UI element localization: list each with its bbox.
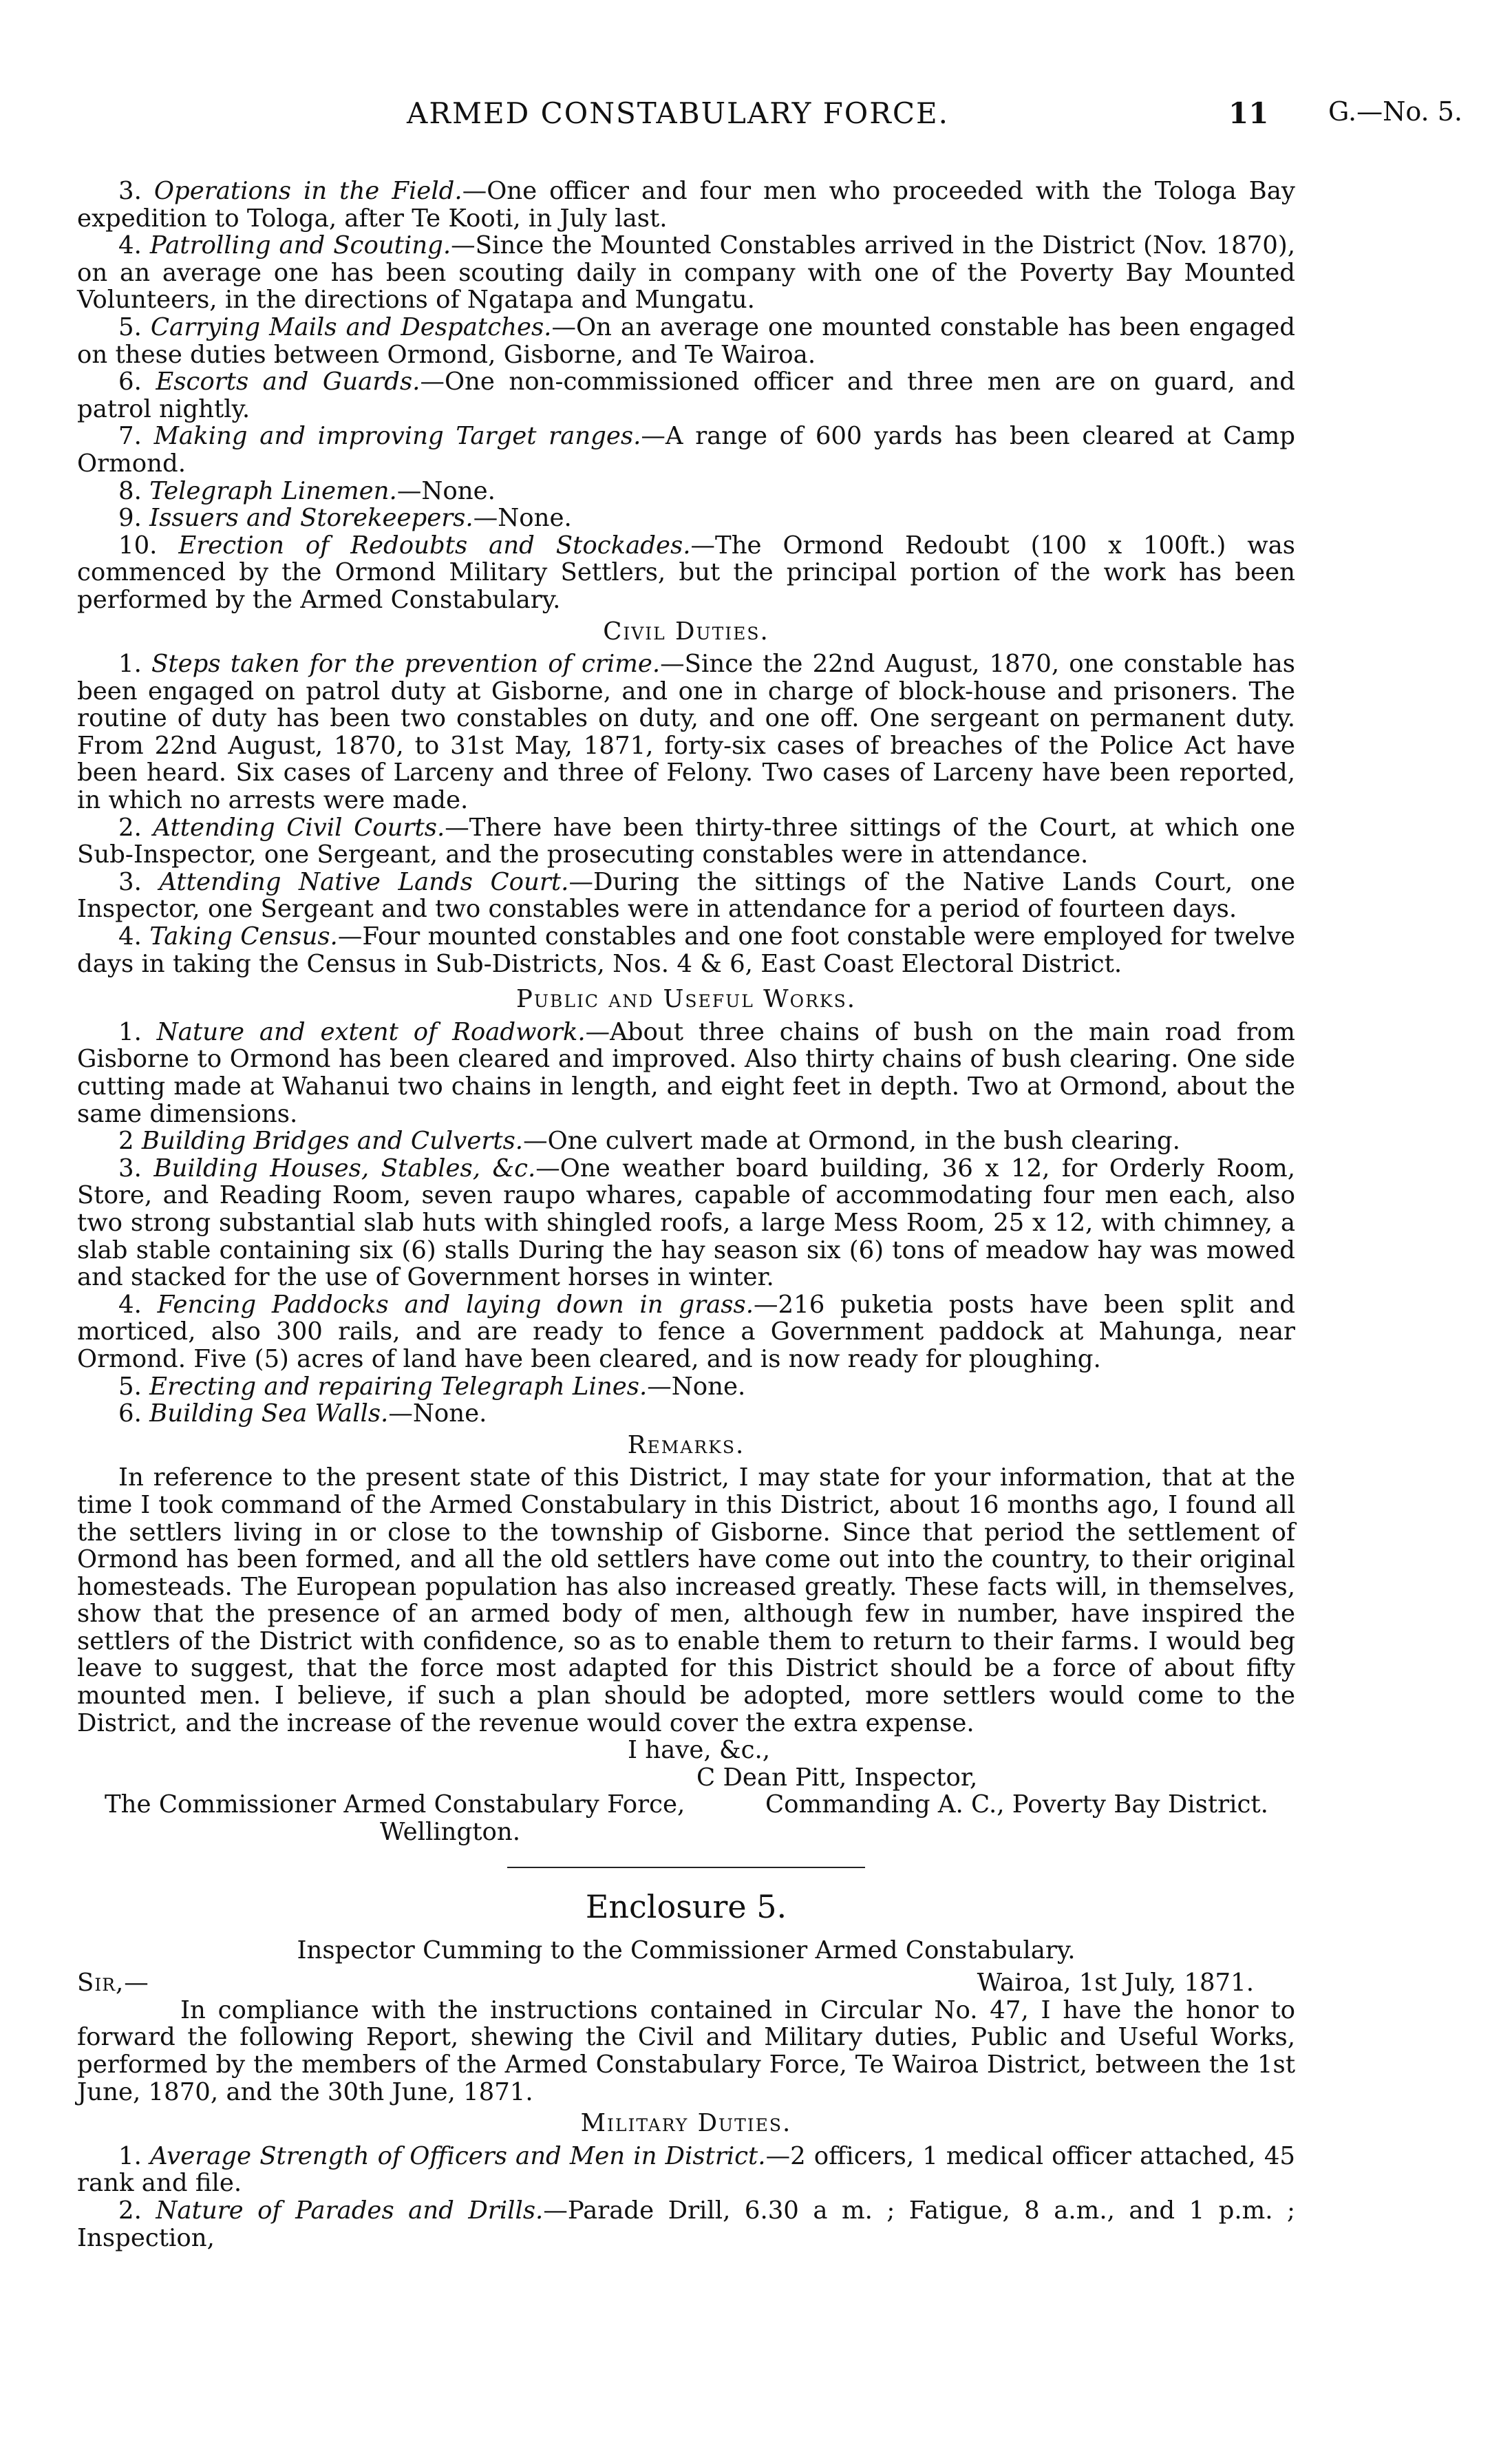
letter-head-row [77, 1969, 1295, 1997]
enclosure-intro: In compliance with the instructions contained in Circular No. 47, I have the honor to forward the following Report, shewing the Civil and Military duties, Public and Useful Works, performed by the members of the Armed Constabulary Force, Te Wairoa District, between the 1st June, 1870, and the 30th June, 1871. [77, 1995, 1295, 2106]
remarks-paragraph: In reference to the present state of this District, I may state for your information, that at the time I took command of the Armed Constabulary in this District, about 16 months ago, I found all the settlers living in or close to the township of Gisborne. Since that period the settlement of Ormond has been formed, and all the old settlers have come out into the country, to their original homesteads. The European population has also increased greatly. These facts will, in themselves, show that the presence of an armed body of men, although few in number, have inspired the settlers of the District with confidence, so as to enable them to return to their farms. I would beg leave to suggest, that the force most adapted for this District should be a force of about fifty mounted men. I believe, if such a plan should be adopted, more settlers would come to the District, and the increase of the revenue would cover the extra expense. [77, 1463, 1295, 1737]
closing-formula: I have, &c., [628, 1736, 771, 1765]
signature-name-row [77, 1764, 1295, 1792]
public-works-heading: Public and Useful Works. [516, 985, 856, 1014]
page-number: 11 [1228, 96, 1269, 130]
military-item: 8. Telegraph Linemen.—None. [118, 476, 496, 505]
works-item: 2 Building Bridges and Culverts.—One culvert made at Ormond, in the bush clearing. [118, 1127, 1180, 1156]
running-header [0, 96, 1512, 145]
military-item: 7. Making and improving Target ranges.—A range of 600 yards has been cleared at Camp Ormond. [77, 422, 1295, 478]
military-item: 5. Carrying Mails and Despatches.—On an average one mounted constable has been engaged on these duties between Ormond, Gisborne, and Te Wairoa. [77, 313, 1295, 369]
civil-item: 4. Taking Census.—Four mounted constables and one foot constable were employed for twelve days in taking the Census in Sub-Districts, Nos. 4 & 6, East Coast Electoral District. [77, 922, 1295, 978]
military-item: 3. Operations in the Field.—One officer and four men who proceeded with the Tologa Bay expedition to Tologa, after Te Kooti, in July last. [77, 177, 1295, 233]
salutation: Sir,— [77, 1969, 149, 1998]
works-item: 3. Building Houses, Stables, &c.—One weather board building, 36 x 12, for Orderly Room, Store, and Reading Room, seven raupo whares, capable of accommodating four men each, also two strong substantial slab huts with shingled roofs, a large Mess Room, 25 x 12, with chimney, a slab stable containing six (6) stalls During the hay season six (6) tons of meadow hay was mowed and stacked for the use of Government horses in winter. [77, 1154, 1295, 1292]
section-divider [507, 1867, 865, 1868]
military-item: 6. Escorts and Guards.—One non-commissioned officer and three men are on guard, and patrol nightly. [77, 368, 1295, 423]
signatory-command: Commanding A. C., Poverty Bay District. [765, 1790, 1268, 1819]
addressee-city: Wellington. [380, 1818, 521, 1847]
signature-closing-row [77, 1737, 1295, 1764]
enclosure-title: Enclosure 5. [585, 1887, 787, 1925]
works-item: 6. Building Sea Walls.—None. [118, 1399, 487, 1428]
civil-duties-heading: Civil Duties. [603, 617, 769, 646]
enclosure-subtitle: Inspector Cumming to the Commissioner Armed Constabulary. [297, 1936, 1076, 1964]
addressee: The Commissioner Armed Constabulary Force, [105, 1790, 685, 1819]
civil-item: 2. Attending Civil Courts.—There have been thirty-three sittings of the Court, at which one Sub-Inspector, one Sergeant, and the prosecuting constables were in attendance. [77, 813, 1295, 869]
military-item: 4. Patrolling and Scouting.—Since the Mounted Constables arrived in the District (Nov. 1870), on an average one has been scouting daily in company with one of the Poverty Bay Mounted Volunteers, in the directions of Ngatapa and Mungatu. [77, 231, 1295, 315]
remarks-heading: Remarks. [627, 1430, 745, 1459]
military-duties-heading: Military Duties. [580, 2109, 792, 2138]
civil-item: 1. Steps taken for the prevention of crime.—Since the 22nd August, 1870, one constable has been engaged on patrol duty at Gisborne, and one in charge of block-house and prisoners. The routine of duty has been two constables on duty, and one off. One sergeant on permanent duty. From 22nd August, 1870, to 31st May, 1871, forty-six cases of breaches of the Police Act have been heard. Six cases of Larceny and three of Felony. Two cases of Larceny have been reported, in which no arrests were made. [77, 650, 1295, 815]
report-body [77, 178, 1295, 2252]
works-item: 1. Nature and extent of Roadwork.—About three chains of bush on the main road from Gisborne to Ormond has been cleared and improved. Also thirty chains of bush clearing. One side cutting made at Wahanui two chains in length, and eight feet in depth. Two at Ormond, about the same dimensions. [77, 1017, 1295, 1128]
military-item: 9. Issuers and Storekeepers.—None. [118, 504, 572, 533]
military-item: 10. Erection of Redoubts and Stockades.—The Ormond Redoubt (100 x 100ft.) was commenced by the Ormond Military Settlers, but the principal portion of the work has been performed by the Armed Constabulary. [77, 531, 1296, 614]
running-title: ARMED CONSTABULARY FORCE. [406, 96, 949, 130]
civil-item: 3. Attending Native Lands Court.—During the sittings of the Native Lands Court, one Inspector, one Sergeant and two constables were in attendance for a period of fourteen days. [77, 867, 1295, 924]
document-reference: G.—No. 5. [1328, 96, 1462, 127]
works-item: 4. Fencing Paddocks and laying down in grass.—216 puketia posts have been split and morticed, also 300 rails, and are ready to fence a Government paddock at Mahunga, near Ormond. Five (5) acres of land have been cleared, and is now ready for ploughing. [77, 1290, 1295, 1373]
address-city-row [77, 1819, 1295, 1846]
address-row [77, 1791, 1295, 1819]
enclosure-item: 2. Nature of Parades and Drills.—Parade Drill, 6.30 a m. ; Fatigue, 8 a.m., and 1 p.m. ; Inspection, [77, 2196, 1295, 2252]
works-item: 5. Erecting and repairing Telegraph Lines.—None. [118, 1372, 746, 1401]
enclosure-item: 1. Average Strength of Officers and Men in District.—2 officers, 1 medical officer attached, 45 rank and file. [77, 2141, 1295, 2198]
signatory-name: C Dean Pitt, Inspector, [696, 1763, 978, 1792]
place-date: Wairoa, 1st July, 1871. [977, 1969, 1254, 1998]
